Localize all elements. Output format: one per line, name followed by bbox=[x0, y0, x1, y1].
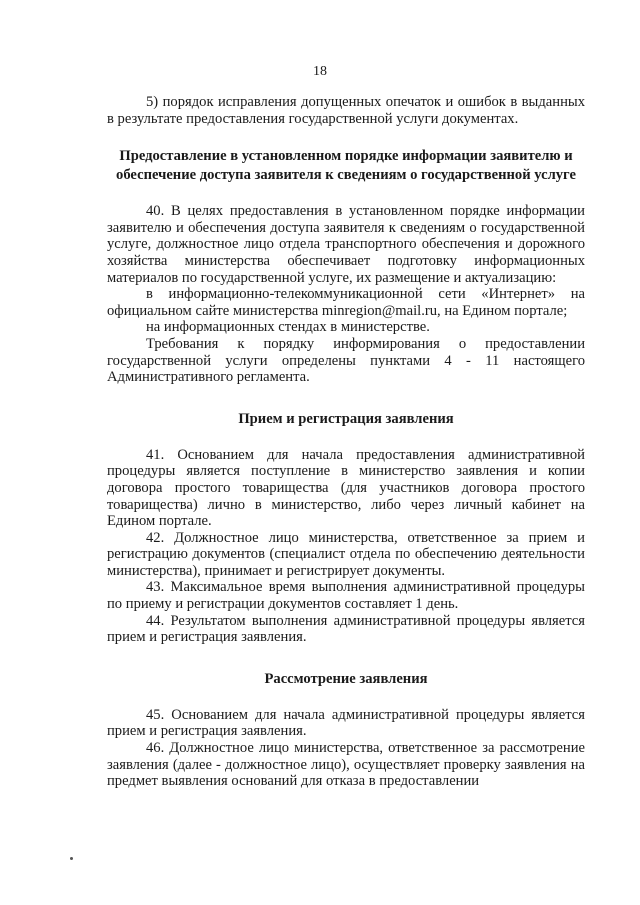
paragraph-item-5: 5) порядок исправления допущенных опечаток и ошибок в выданных в результате предоставления государственной услуги документах. bbox=[107, 94, 585, 127]
paragraph-45: 45. Основанием для начала административной процедуры является прием и регистрация заявления. bbox=[107, 706, 585, 740]
paragraph-44: 44. Результатом выполнения административной процедуры является прием и регистрация заявления. bbox=[107, 612, 585, 646]
paragraph-43: 43. Максимальное время выполнения административной процедуры по приему и регистрации документов составляет 1 день. bbox=[107, 579, 585, 613]
paragraph-40-requirements: Требования к порядку информирования о предоставлении государственной услуги определены пунктами 4 - 11 настоящего Административного регламента. bbox=[107, 335, 585, 386]
paragraph-42: 42. Должностное лицо министерства, ответственное за прием и регистрацию документов (специалист отдела по обеспечению деятельности министерства), принимает и регистрирует документы. bbox=[107, 529, 585, 579]
document-body bbox=[107, 94, 585, 790]
page-number: 18 bbox=[313, 64, 327, 79]
section-heading-information: Предоставление в установленном порядке информации заявителю и обеспечение доступа заявителя к сведениям о государственной услуге bbox=[116, 148, 576, 184]
section-heading-reception: Прием и регистрация заявления bbox=[238, 410, 454, 427]
scan-speck bbox=[70, 857, 73, 860]
paragraph-40-stands: на информационных стендах в министерстве. bbox=[146, 319, 430, 336]
section-heading-review: Рассмотрение заявления bbox=[264, 670, 428, 687]
paragraph-46: 46. Должностное лицо министерства, ответственное за рассмотрение заявления (далее - должностное лицо), осуществляет проверку заявления на предмет выявления оснований для отказа в предоставлении bbox=[107, 740, 585, 790]
paragraph-40-website: в информационно-телекоммуникационной сети «Интернет» на официальном сайте министерства minregion@mail.ru, на Едином портале; bbox=[107, 286, 585, 319]
paragraph-40: 40. В целях предоставления в установленном порядке информации заявителю и обеспечения доступа заявителя к сведениям о государственной услуге, должностное лицо отдела транспортного обеспечения и дорожного хозяйства министерства обеспечивает подготовку информационных материалов по государственной услуге, их размещение и актуализацию: bbox=[107, 203, 585, 286]
paragraph-41: 41. Основанием для начала предоставления административной процедуры является поступление в министерство заявления и копии договора простого товарищества (для участников договора простого товарищества) лично в министерство, либо через личный кабинет на Едином портале. bbox=[107, 446, 585, 530]
